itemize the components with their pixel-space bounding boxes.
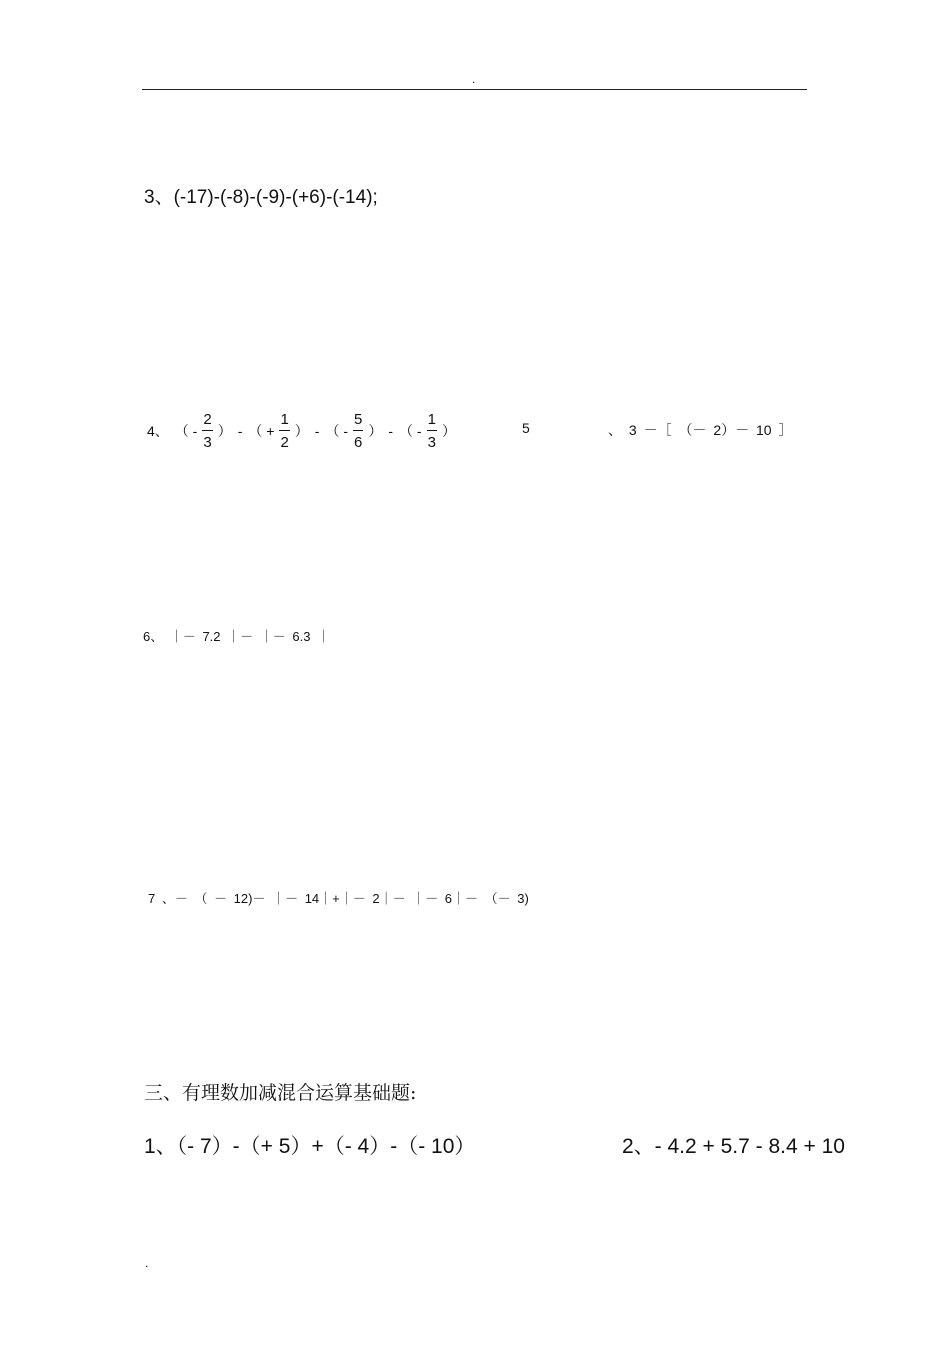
- fraction-2-numerator: 1: [279, 412, 289, 431]
- problem-5-label: 5: [522, 420, 530, 436]
- fraction-3-numerator: 5: [353, 412, 363, 431]
- header-dot: .: [472, 72, 476, 86]
- header-rule: [142, 89, 807, 90]
- operator: -: [314, 423, 320, 439]
- problem-4: [144, 405, 459, 457]
- fraction-1-numerator: 2: [202, 412, 212, 431]
- question-1: 1、（- 7）-（+ 5）+（- 4）-（- 10）: [144, 1135, 476, 1158]
- fraction-2: [279, 412, 289, 450]
- fraction-4-numerator: 1: [427, 412, 437, 431]
- fraction-2-denominator: 2: [280, 434, 289, 451]
- paren-close: ）: [294, 423, 309, 439]
- section-title: 三、有理数加减混合运算基础题:: [144, 1082, 417, 1104]
- paren-close: ）: [217, 423, 232, 439]
- fraction-4-denominator: 3: [427, 434, 436, 451]
- fraction-3-denominator: 6: [354, 434, 363, 451]
- problem-7: 7 、－ （ － 12)－ ｜－ 14｜+｜－ 2｜－ ｜－ 6｜－ （－ 3): [148, 891, 529, 906]
- fraction-1: [202, 412, 212, 450]
- paren-open: （ -: [325, 423, 349, 439]
- paren-close: ）: [368, 423, 383, 439]
- operator: -: [388, 423, 394, 439]
- operator: -: [237, 423, 243, 439]
- question-2: 2、- 4.2 + 5.7 - 8.4 + 10: [622, 1135, 845, 1158]
- problem-4-label: 4、: [147, 423, 169, 439]
- problem-6: 6、 ｜－ 7.2 ｜－ ｜－ 6.3 ｜: [143, 629, 331, 644]
- problem-5-expression: 、 3 －［ （－ 2）－ 10 ］: [608, 422, 793, 438]
- paren-open: （ +: [248, 423, 275, 439]
- fraction-3: [353, 412, 363, 450]
- problem-3: 3、(-17)-(-8)-(-9)-(+6)-(-14);: [144, 187, 378, 208]
- fraction-1-denominator: 3: [203, 434, 212, 451]
- paren-close: ）: [441, 423, 456, 439]
- fraction-4: [427, 412, 437, 450]
- footer-dot: .: [145, 1256, 149, 1270]
- paren-open: （ -: [174, 423, 198, 439]
- paren-open: （ -: [399, 423, 422, 439]
